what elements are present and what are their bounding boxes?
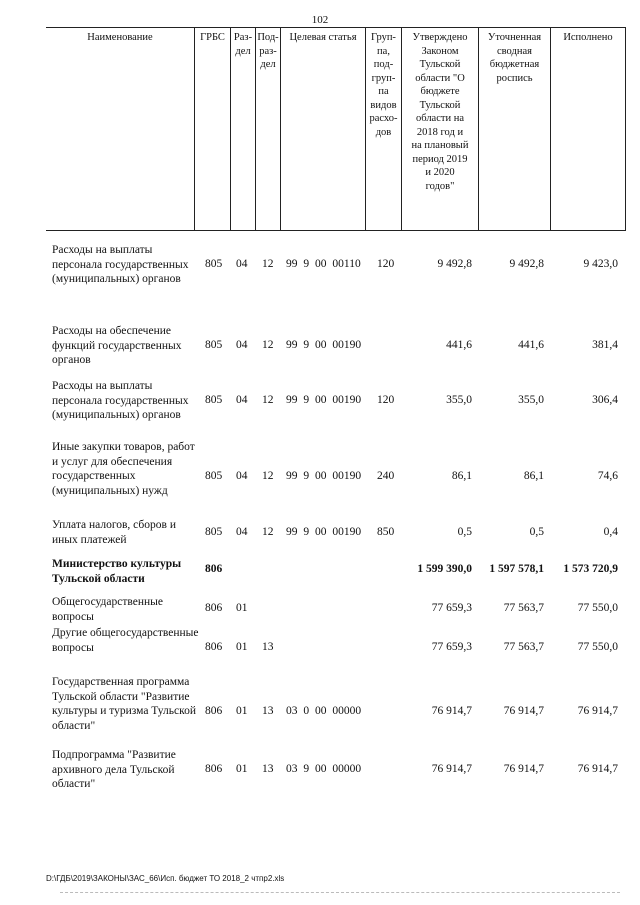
header-name: Наименование: [87, 32, 153, 43]
row-ispolneno: 9 423,0: [583, 258, 618, 270]
row-name: Министерство культуры Тульской области: [52, 558, 182, 585]
table-header: [46, 27, 626, 231]
row-razdel: 01: [236, 602, 248, 614]
row-utverzhdeno: 77 659,3: [431, 641, 472, 653]
row-razdel: 04: [236, 526, 248, 538]
row-grbs: 806: [205, 641, 223, 653]
row-grbs: 805: [205, 394, 223, 406]
row-utochnennaya: 9 492,8: [509, 258, 544, 270]
row-podrazdel: 12: [262, 258, 274, 270]
row-utochnennaya: 77 563,7: [503, 602, 544, 614]
row-celevaya: 03 9 00 00000: [286, 763, 362, 775]
row-gruppa: 120: [377, 394, 395, 406]
row-utverzhdeno: 76 914,7: [431, 705, 472, 717]
row-celevaya: 99 9 00 00190: [286, 470, 362, 482]
row-podrazdel: 12: [262, 339, 274, 351]
footer-file-path: D:\ГДБ\2019\ЗАКОНЫ\ЗАС_66\Исп. бюджет ТО 2018_2 чтпр2.xls: [46, 874, 285, 883]
row-name: Расходы на обеспечение функций государственных органов: [52, 325, 182, 366]
row-gruppa: 240: [377, 470, 395, 482]
header-podrazdel: Под- раз- дел: [255, 27, 280, 231]
row-utverzhdeno: 86,1: [451, 470, 472, 482]
row-name: Расходы на выплаты персонала государственных (муниципальных) органов: [52, 244, 189, 285]
header-celevaya: Целевая статья: [280, 27, 365, 231]
page-number: 102: [311, 14, 329, 26]
row-utverzhdeno: 0,5: [457, 526, 472, 538]
row-razdel: 04: [236, 258, 248, 270]
row-ispolneno: 77 550,0: [577, 641, 618, 653]
row-name: Уплата налогов, сборов и иных платежей: [52, 519, 176, 546]
row-name: Государственная программа Тульской области "Развитие культуры и туризма Тульской области": [52, 676, 196, 732]
row-razdel: 04: [236, 470, 248, 482]
header-razdel: Раз- дел: [230, 27, 255, 231]
row-ispolneno: 1 573 720,9: [563, 563, 618, 575]
row-utochnennaya: 1 597 578,1: [489, 563, 544, 575]
row-grbs: 806: [205, 602, 223, 614]
row-razdel: 01: [236, 641, 248, 653]
row-grbs: 806: [205, 563, 223, 575]
row-ispolneno: 381,4: [592, 339, 618, 351]
row-gruppa: 850: [377, 526, 395, 538]
row-utochnennaya: 441,6: [518, 339, 544, 351]
row-ispolneno: 76 914,7: [577, 763, 618, 775]
row-razdel: 04: [236, 394, 248, 406]
row-utverzhdeno: 1 599 390,0: [417, 563, 472, 575]
row-podrazdel: 13: [262, 705, 274, 717]
row-utochnennaya: 355,0: [518, 394, 544, 406]
row-utverzhdeno: 9 492,8: [437, 258, 472, 270]
row-name: Иные закупки товаров, работ и услуг для обеспечения государственных (муниципальных) нужд: [52, 441, 195, 497]
row-grbs: 806: [205, 763, 223, 775]
row-utochnennaya: 76 914,7: [503, 705, 544, 717]
row-grbs: 805: [205, 339, 223, 351]
header-utochnennaya: Уточненная сводная бюджетная роспись: [478, 27, 550, 231]
row-razdel: 04: [236, 339, 248, 351]
row-utverzhdeno: 76 914,7: [431, 763, 472, 775]
row-celevaya: 99 9 00 00190: [286, 339, 362, 351]
row-celevaya: 99 9 00 00110: [286, 258, 361, 270]
row-name: Общегосударственные вопросы: [52, 596, 164, 623]
row-utochnennaya: 77 563,7: [503, 641, 544, 653]
row-razdel: 01: [236, 705, 248, 717]
row-podrazdel: 12: [262, 526, 274, 538]
row-celevaya: 99 9 00 00190: [286, 394, 362, 406]
header-utverzhdeno: Утверждено Законом Тульской области "О бюджете Тульской области на 2018 год и на плановый период 2019 и 2020 годов": [401, 27, 478, 231]
footer-divider: [60, 892, 620, 893]
row-utochnennaya: 0,5: [529, 526, 544, 538]
header-ispolneno: Исполнено: [550, 27, 625, 231]
row-grbs: 805: [205, 526, 223, 538]
row-razdel: 01: [236, 763, 248, 775]
header-gruppa: Груп- па, под- груп- па видов расхо- дов: [365, 27, 401, 231]
row-utverzhdeno: 441,6: [446, 339, 472, 351]
row-ispolneno: 306,4: [592, 394, 618, 406]
row-podrazdel: 12: [262, 394, 274, 406]
row-grbs: 806: [205, 705, 223, 717]
row-podrazdel: 13: [262, 763, 274, 775]
row-name: Подпрограмма "Развитие архивного дела Тульской области": [52, 749, 176, 790]
row-ispolneno: 77 550,0: [577, 602, 618, 614]
row-name: Расходы на выплаты персонала государственных (муниципальных) органов: [52, 380, 189, 421]
row-celevaya: 03 0 00 00000: [286, 705, 362, 717]
row-utverzhdeno: 355,0: [446, 394, 472, 406]
row-ispolneno: 0,4: [603, 526, 618, 538]
row-name: Другие общегосударственные вопросы: [52, 627, 199, 654]
row-utverzhdeno: 77 659,3: [431, 602, 472, 614]
header-grbs: ГРБС: [194, 27, 230, 231]
row-utochnennaya: 86,1: [523, 470, 544, 482]
row-grbs: 805: [205, 470, 223, 482]
row-celevaya: 99 9 00 00190: [286, 526, 362, 538]
row-grbs: 805: [205, 258, 223, 270]
row-ispolneno: 76 914,7: [577, 705, 618, 717]
row-podrazdel: 12: [262, 470, 274, 482]
row-podrazdel: 13: [262, 641, 274, 653]
row-utochnennaya: 76 914,7: [503, 763, 544, 775]
row-gruppa: 120: [377, 258, 395, 270]
row-ispolneno: 74,6: [597, 470, 618, 482]
